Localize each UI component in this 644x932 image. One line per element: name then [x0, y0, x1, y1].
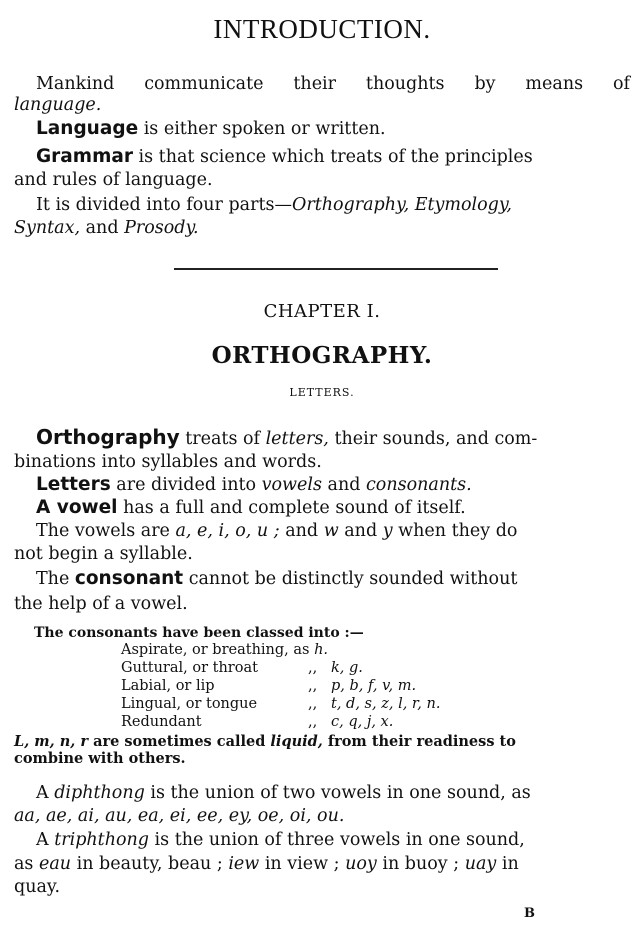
triphthong-definition: A triphthong is the union of three vowels in one sound, [36, 830, 525, 850]
class-letters: p, b, f, v, m. [331, 678, 417, 694]
chapter-heading: CHAPTER I. [263, 301, 381, 322]
orthography-definition: Orthography treats of letters, their sounds, and com- [36, 425, 538, 449]
term-vowel: A vowel [36, 497, 118, 518]
intro-line-2: language. [14, 95, 102, 115]
class-letters: k, g. [331, 660, 363, 676]
term-orthography: Orthography [36, 425, 180, 449]
diphthong-definition: A diphthong is the union of two vowels in one sound, as [36, 783, 531, 803]
class-row: Guttural, or throat [121, 660, 258, 676]
page-title: INTRODUCTION. [213, 14, 431, 44]
triphthong-line-2: as eau in beauty, beau ; iew in view ; uoy in buoy ; uay in [14, 854, 519, 874]
parts-line-2: Syntax, and Prosody. [14, 218, 199, 238]
vowel-definition: A vowel has a full and complete sound of itself. [36, 497, 466, 518]
grammar-definition: Grammar is that science which treats of the principles [36, 146, 533, 167]
class-row: Aspirate, or breathing, as h. [121, 642, 329, 658]
triphthong-line-3: quay. [14, 877, 61, 897]
class-letters: c, q, j, x. [331, 714, 394, 730]
language-definition: Language is either spoken or written. [36, 118, 386, 139]
vowels-line-2: not begin a syllable. [14, 544, 193, 564]
diphthong-examples: aa, ae, ai, au, ea, ei, ee, ey, oe, oi, ou. [14, 806, 345, 826]
class-ditto: ,, [308, 714, 318, 730]
chapter-title: ORTHOGRAPHY. [211, 342, 433, 369]
term-grammar: Grammar [36, 146, 133, 167]
class-row: Lingual, or tongue [121, 696, 258, 712]
consonant-definition: The consonant cannot be distinctly sounded without [36, 568, 518, 589]
section-divider [174, 268, 498, 270]
grammar-line-2: and rules of language. [14, 170, 213, 190]
letters-definition: Letters are divided into vowels and consonants. [36, 474, 472, 495]
liquid-line-1: L, m, n, r are sometimes called liquid, from their readiness to [14, 733, 516, 750]
term-language: Language [36, 118, 139, 139]
section-subtitle: LETTERS. [289, 386, 355, 399]
class-row: Labial, or lip [121, 678, 215, 694]
intro-line-1: Mankind communicate their thoughts by means of [36, 74, 630, 94]
liquid-line-2: combine with others. [14, 750, 186, 767]
term-triphthong: triphthong [54, 830, 149, 850]
class-ditto: ,, [308, 678, 318, 694]
term-consonant: consonant [74, 568, 184, 589]
vowels-line-1: The vowels are a, e, i, o, u ; and w and y when they do [36, 521, 518, 541]
class-ditto: ,, [308, 696, 318, 712]
class-letters: t, d, s, z, l, r, n. [331, 696, 441, 712]
classes-intro: The consonants have been classed into :— [34, 625, 364, 641]
signature-mark: B [524, 906, 535, 921]
parts-line-1: It is divided into four parts—Orthography, Etymology, [36, 195, 512, 215]
term-letters: Letters [36, 474, 111, 495]
orthography-line-2: binations into syllables and words. [14, 452, 322, 472]
consonant-line-2: the help of a vowel. [14, 594, 188, 614]
term-diphthong: diphthong [54, 783, 145, 803]
class-row: Redundant [121, 714, 202, 730]
class-ditto: ,, [308, 660, 318, 676]
